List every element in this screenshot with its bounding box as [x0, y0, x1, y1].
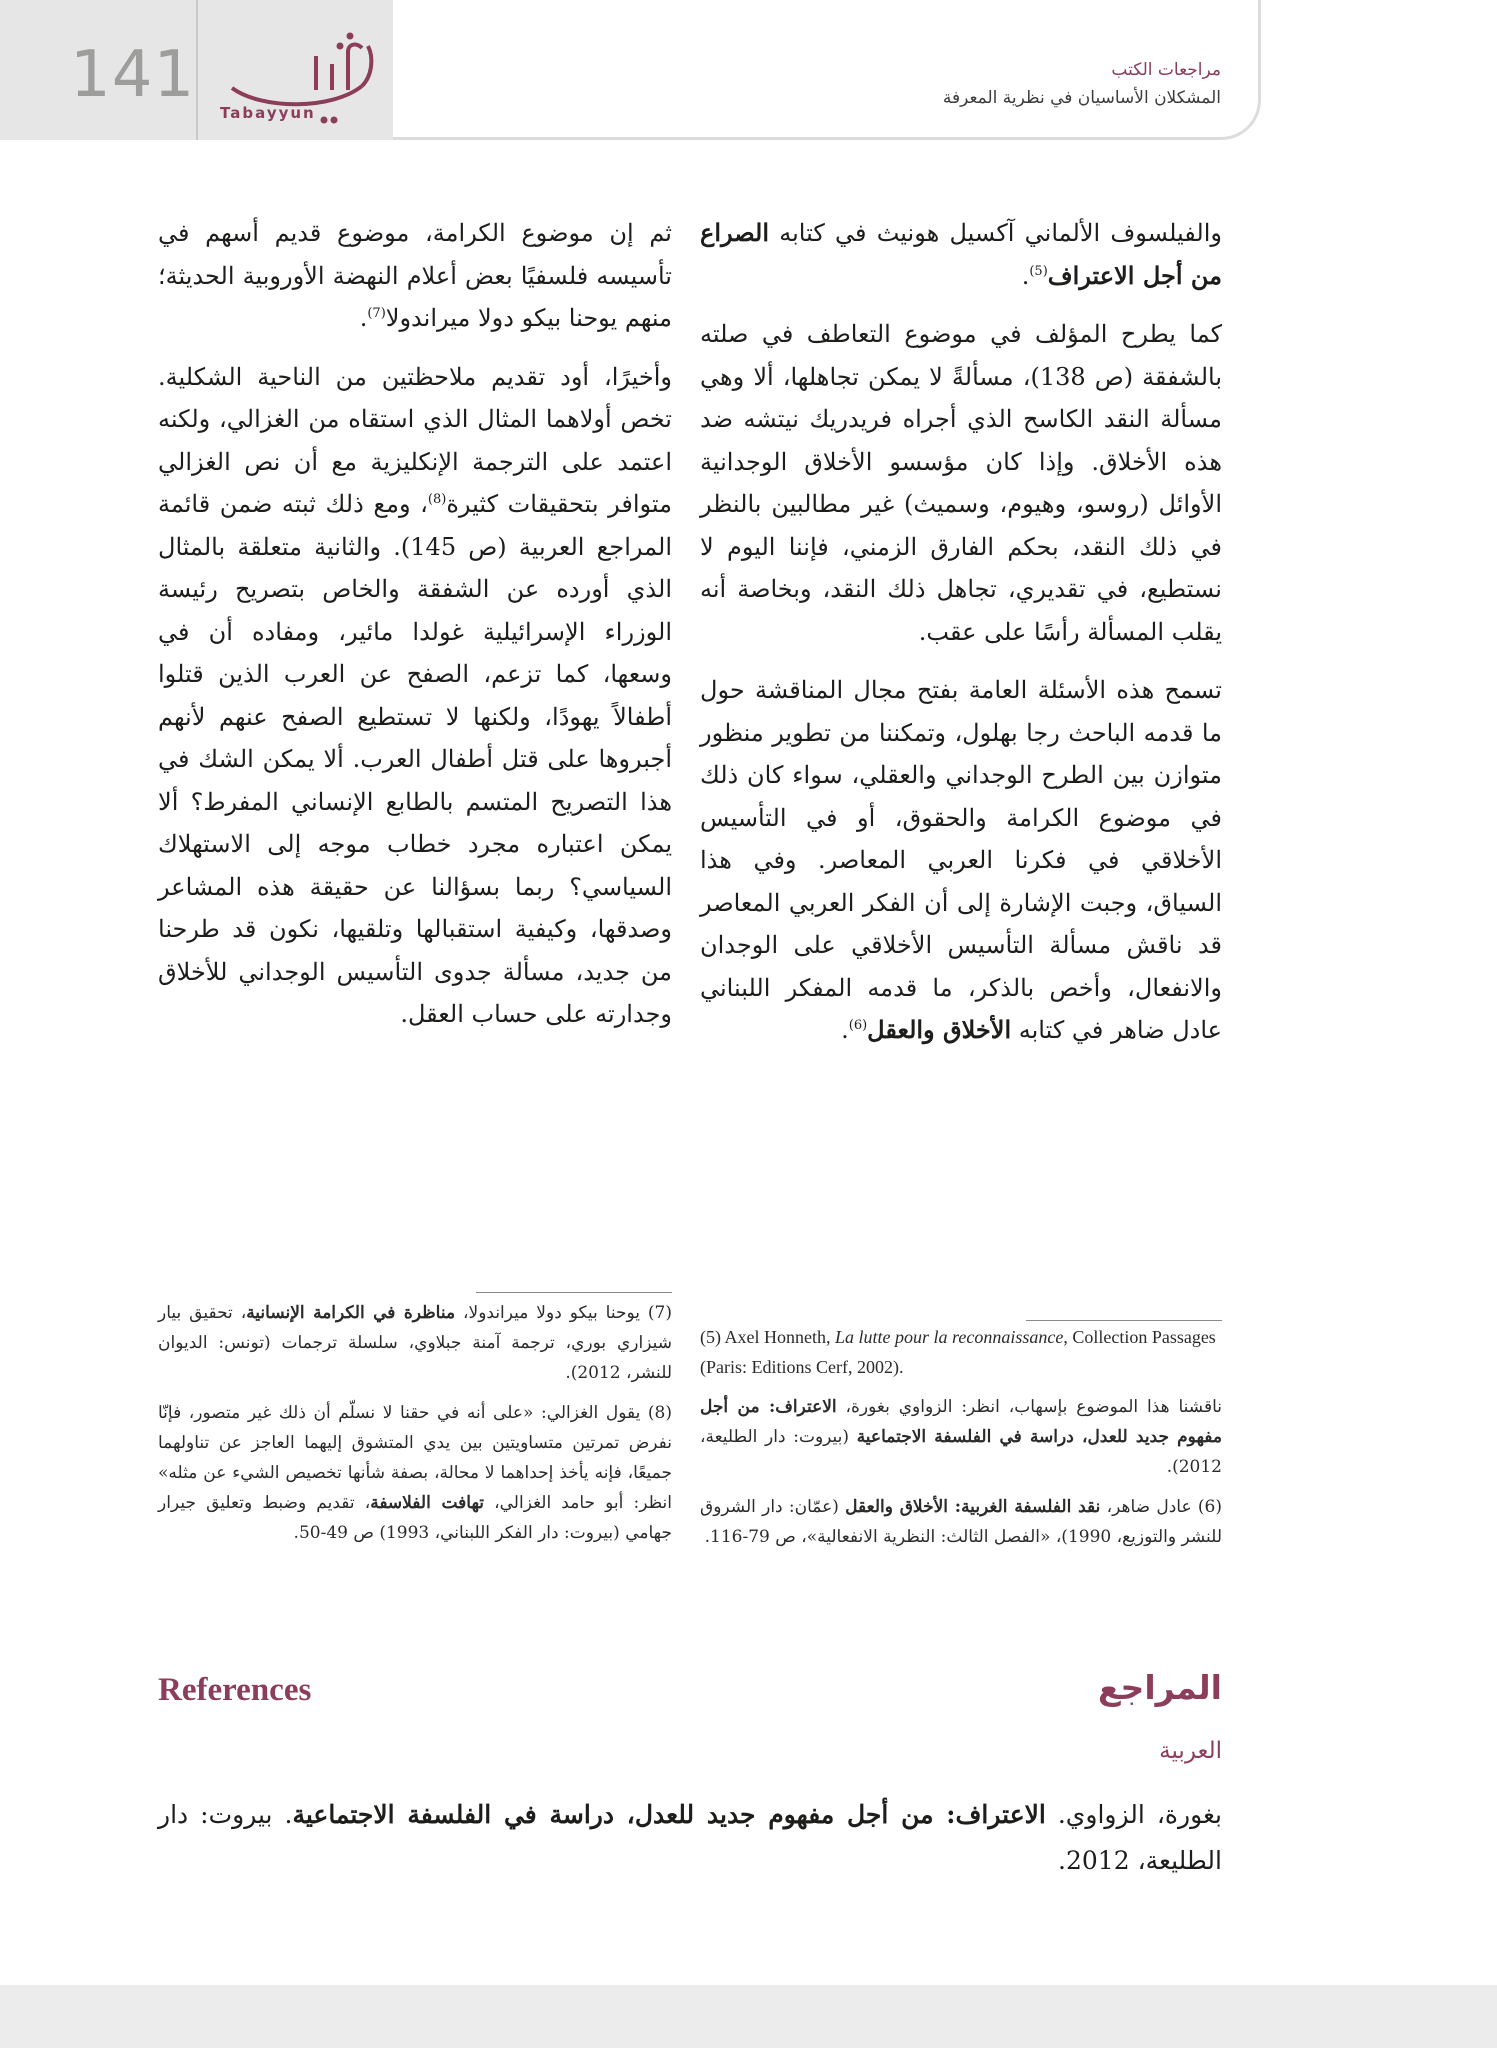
- footnote-text: , Collection Passages (Paris: Editions Cerf, 2002).: [700, 1327, 1216, 1377]
- body-column-right: [700, 212, 1222, 1068]
- references-subheading: العربية: [1159, 1738, 1222, 1764]
- footnote-6: [700, 1492, 1222, 1552]
- header-separator: [196, 0, 198, 140]
- book-title: مناظرة في الكرامة الإنسانية: [246, 1303, 456, 1323]
- footnote-text: (6) عادل ضاهر،: [1100, 1497, 1222, 1517]
- paragraph: [700, 212, 1222, 297]
- paragraph-text: ثم إن موضوع الكرامة، موضوع قديم أسهم في تأسيسه فلسفيًا بعض أعلام النهضة الأوروبية الحديثة؛ منهم يوحنا بيكو دولا ميراندولا: [158, 219, 672, 332]
- footnote-text: (عمّان: دار الشروق للنشر والتوزيع، 1990)، «الفصل الثالث: النظرية الانفعالية»، ص 79-116.: [700, 1497, 1222, 1547]
- footnote-8: [158, 1398, 672, 1548]
- paragraph: [158, 212, 672, 340]
- footnote-rule-left: [476, 1292, 672, 1293]
- footnote-rule-right: [1026, 1320, 1222, 1321]
- footnote-marker: (5): [1029, 263, 1048, 279]
- book-subtitle: المشكلان الأساسيان في نظرية المعرفة: [942, 88, 1221, 108]
- book-title: La lutte pour la reconnaissance: [835, 1327, 1064, 1347]
- footnote-5-arabic: [700, 1392, 1222, 1482]
- footnote-marker: (6): [848, 1018, 868, 1033]
- footer-band: [0, 1985, 1497, 2048]
- footnote-5: [700, 1322, 1222, 1382]
- page-number: 141: [70, 38, 196, 112]
- paragraph: كما يطرح المؤلف في موضوع التعاطف في صلته بالشفقة (ص 138)، مسألةً لا يمكن تجاهلها، ألا وهي مسألة النقد الكاسح الذي أجراه فريدريك نيتشه ضد هذه الأخلاق. وإذا كان مؤسسو الأخلاق الوجدانية الأوائل (روسو، وهيوم، وسميث) غير مطالبين بالنظر في ذلك النقد، بحكم الفارق الزمني، فإننا اليوم لا نستطيع، في تقديري، تجاهل ذلك النقد، وبخاصة أنه يقلب المسألة رأسًا على عقب.: [700, 320, 1223, 646]
- footnote-text: (8) يقول الغزالي: «على أنه في حقنا لا نسلّم أن ذلك غير متصور، فإنّا نفرض تمرتين متساويتين بين يدي المتشوق إليهما العاجز عن تناولهما جميعًا، فإنه يأخذ إحداهما لا محالة، بصفة شأنها تخصيص الشيء عن مثله» انظر: أبو حامد الغزالي،: [158, 1403, 673, 1513]
- paragraph: [700, 669, 1222, 1052]
- paragraph-text: وأخيرًا، أود تقديم ملاحظتين من الناحية الشكلية. تخص أولاهما المثال الذي استقاه من الغزالي، ولكنه اعتمد على الترجمة الإنكليزية مع أن نص الغزالي متوافر بتحقيقات كثيرة: [158, 362, 672, 518]
- book-title: الأخلاق والعقل: [867, 1015, 1012, 1044]
- punctuation: .: [359, 304, 368, 332]
- logo-wordmark: Tabayyun: [220, 104, 316, 122]
- paragraph-text: تسمح هذه الأسئلة العامة بفتح مجال المناقشة حول ما قدمه الباحث رجا بهلول، وتمكننا من تطوير منظور متوازن بين الطرح الوجداني والعقلي، سواء كان ذلك في موضوع الكرامة والحقوق، أو في التأسيس الأخلاقي في فكرنا العربي المعاصر. وفي هذا السياق، وجبت الإشارة إلى أن الفكر العربي المعاصر قد ناقش مسألة التأسيس الأخلاقي على الوجدان والانفعال، وأخص بالذكر، ما قدمه المفكر اللبناني عادل ضاهر في كتابه: [700, 676, 1222, 1044]
- footnote-text: Axel Honneth,: [724, 1327, 835, 1347]
- book-title: الاعتراف: من أجل مفهوم جديد للعدل، دراسة في الفلسفة الاجتماعية: [700, 1397, 1223, 1447]
- reference-author: بغورة، الزواوي.: [1045, 1800, 1222, 1829]
- paragraph-text: ، ومع ذلك ثبته ضمن قائمة المراجع العربية (ص 145). والثانية متعلقة بالمثال الذي أورده عن الشفقة والخاص بتصريح رئيسة الوزراء الإسرائيلية غولدا مائير، ومفاده أن في وسعها، كما تزعم، الصفح عن العرب الذين قتلوا أطفالاً يهودًا، ولكنها لا تستطيع الصفح عنهم لأنهم أجبروها على قتل أطفال العرب. ألا يمكن الشك في هذا التصريح المتسم بالطابع الإنساني المفرط؟ ألا يمكن اعتباره مجرد خطاب موجه إلى الاستهلاك السياسي؟ ربما بسؤالنا عن حقيقة هذه المشاعر وصدقها، وكيفية استقبالها وتلقيها، نكون قد طرحنا من جديد، مسألة جدوى التأسيس الوجداني للأخلاق وجدارته على حساب العقل.: [158, 490, 673, 1028]
- footnotes-left: [158, 1298, 672, 1558]
- footnote-text: (7) يوحنا بيكو دولا ميراندولا،: [455, 1303, 672, 1323]
- punctuation: .: [841, 1016, 849, 1044]
- footnote-text: ناقشنا هذا الموضوع بإسهاب، انظر: الزواوي بغورة،: [836, 1397, 1223, 1417]
- book-title: الاعتراف: من أجل مفهوم جديد للعدل، دراسة في الفلسفة الاجتماعية: [292, 1800, 1046, 1829]
- book-title: نقد الفلسفة الغربية: الأخلاق والعقل: [845, 1497, 1101, 1517]
- references-heading-en: References: [158, 1672, 312, 1708]
- references-heading-ar: المراجع: [1098, 1668, 1222, 1707]
- footnote-text: (بيروت: دار الطليعة، 2012).: [700, 1427, 1222, 1477]
- reference-publisher: . بيروت: دار الطليعة، 2012.: [158, 1800, 1222, 1875]
- body-column-left: [158, 212, 672, 1052]
- paragraph-text: والفيلسوف الألماني آكسيل هونيث في كتابه: [769, 219, 1222, 247]
- footnote-label: (5): [700, 1327, 721, 1347]
- footnotes-right: [700, 1322, 1222, 1562]
- footnote-marker: (8): [427, 492, 447, 507]
- footnote-7: [158, 1298, 672, 1388]
- book-title: الصراع من أجل الاعتراف: [700, 218, 1222, 290]
- footnote-text: ، تقديم وضبط وتعليق جيرار جهامي (بيروت: دار الفكر اللبناني، 1993) ص 49-50.: [158, 1493, 672, 1543]
- paragraph: [158, 356, 672, 1036]
- footnote-text: ، تحقيق بيار شيزاري بوري، ترجمة آمنة جبلاوي، سلسلة ترجمات (تونس: الديوان للنشر، 2012).: [158, 1303, 672, 1383]
- footnote-marker: (7): [367, 306, 386, 321]
- section-title: مراجعات الكتب: [1111, 60, 1221, 80]
- book-title: تهافت الفلاسفة: [370, 1493, 485, 1513]
- reference-entry: [158, 1792, 1222, 1884]
- punctuation: .: [1021, 261, 1030, 290]
